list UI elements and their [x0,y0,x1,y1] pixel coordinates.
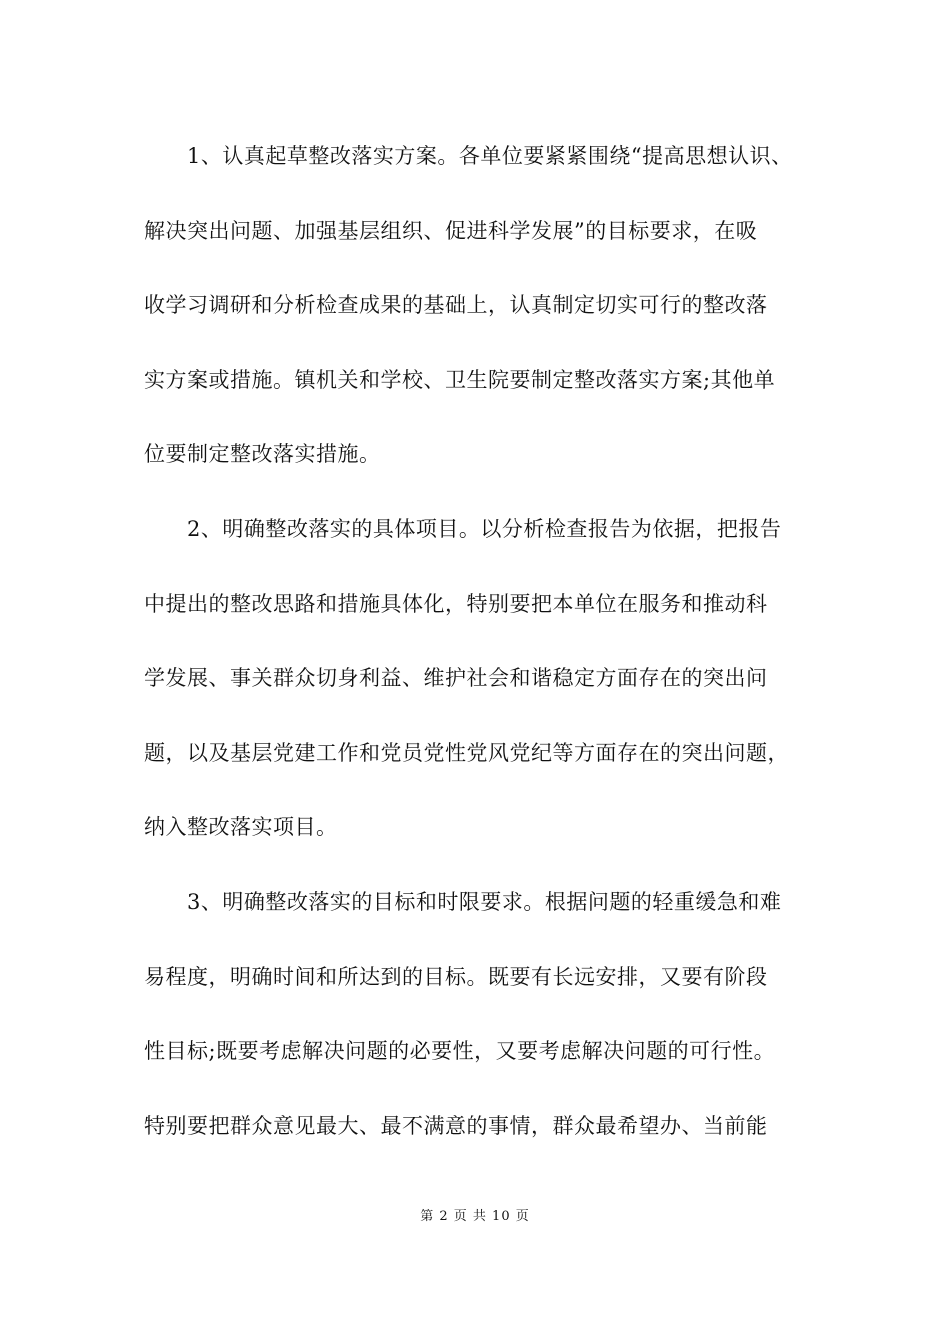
text-line: 位要制定整改落实措施。 [144,442,381,466]
text-line: 解决突出问题、加强基层组织、促进科学发展”的目标要求，在吸 [144,219,758,243]
text-line: 易程度，明确时间和所达到的目标。既要有长远安排，又要有阶段 [144,965,768,989]
text-line: 实方案或措施。镇机关和学校、卫生院要制定整改落实方案;其他单 [144,368,776,392]
text-line: 中提出的整改思路和措施具体化，特别要把本单位在服务和推动科 [144,592,768,616]
text-line: 性目标;既要考虑解决问题的必要性，又要考虑解决问题的可行性。 [144,1039,776,1063]
page-number-footer: 第 2 页 共 10 页 [420,1209,530,1224]
text-line: 1、认真起草整改落实方案。各单位要紧紧围绕“提高思想认识、 [144,144,793,168]
text-line: 特别要把群众意见最大、最不满意的事情，群众最希望办、当前能 [144,1114,768,1138]
text-line: 收学习调研和分析检查成果的基础上，认真制定切实可行的整改落 [144,293,768,317]
text-line: 3、明确整改落实的目标和时限要求。根据问题的轻重缓急和难 [144,890,782,914]
text-line: 2、明确整改落实的具体项目。以分析检查报告为依据，把报告 [144,517,782,541]
text-line: 纳入整改落实项目。 [144,815,338,839]
text-line: 题，以及基层党建工作和党员党性党风党纪等方面存在的突出问题， [144,741,789,765]
text-line: 学发展、事关群众切身利益、维护社会和谐稳定方面存在的突出问 [144,666,768,690]
